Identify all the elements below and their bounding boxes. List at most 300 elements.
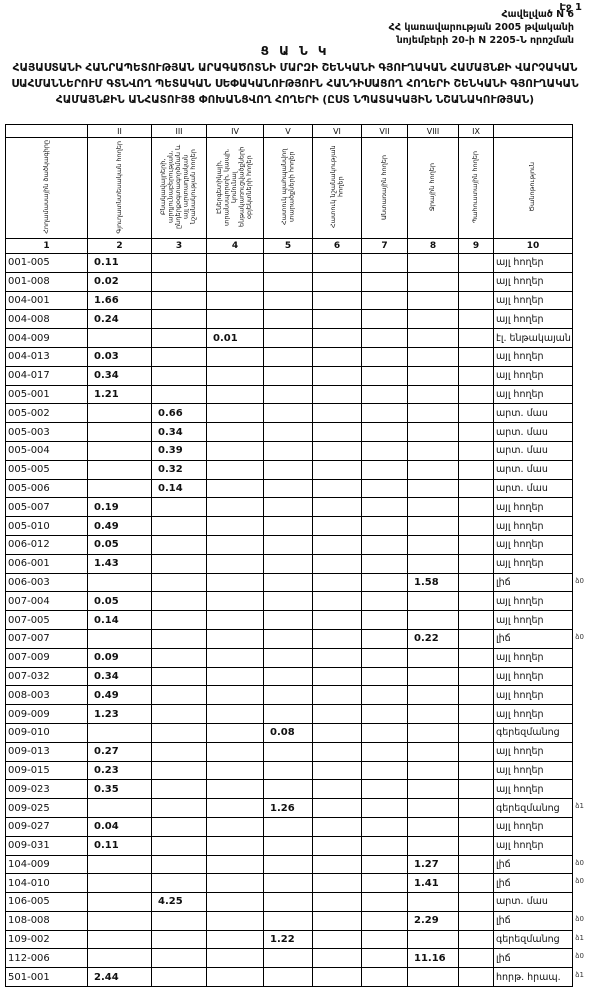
note-cell: լիճ (494, 855, 573, 874)
land-table (5, 124, 573, 987)
area-cell (207, 817, 264, 836)
empty-cell (313, 648, 362, 667)
plot-code-cell: 005-003 (6, 423, 88, 442)
empty-cell (459, 498, 494, 517)
empty-cell (459, 479, 494, 498)
area-cell: 1.22 (264, 930, 313, 949)
column-number: 1 (6, 239, 88, 254)
area-cell (152, 310, 207, 329)
area-cell (88, 874, 152, 893)
area-cell (152, 911, 207, 930)
area-cell (408, 742, 459, 761)
note-cell: լիճ (494, 629, 573, 648)
table-row (6, 911, 573, 930)
area-cell (207, 667, 264, 686)
area-cell (207, 949, 264, 968)
plot-code-cell: 007-004 (6, 592, 88, 611)
roman-header: IV (207, 125, 264, 138)
empty-cell (362, 272, 408, 291)
area-cell: 0.02 (88, 272, 152, 291)
note-cell: այլ հողեր (494, 310, 573, 329)
area-cell: 0.49 (88, 686, 152, 705)
area-cell (88, 573, 152, 592)
area-cell (152, 667, 207, 686)
header-line: նոյեմբերի 20-ի N 2205-Ն որոշման (396, 35, 574, 46)
table-row (6, 592, 573, 611)
empty-cell (459, 705, 494, 724)
area-cell (408, 347, 459, 366)
margin-mark: ձ0 (575, 859, 584, 867)
table-row (6, 742, 573, 761)
empty-cell (362, 611, 408, 630)
empty-cell (313, 329, 362, 348)
table-row (6, 648, 573, 667)
area-cell (264, 535, 313, 554)
area-cell (88, 441, 152, 460)
empty-cell (313, 310, 362, 329)
area-cell: 0.03 (88, 347, 152, 366)
appendix-header (334, 8, 574, 47)
area-cell (152, 592, 207, 611)
plot-code-cell: 004-001 (6, 291, 88, 310)
empty-cell (459, 723, 494, 742)
empty-cell (313, 817, 362, 836)
table-row (6, 573, 573, 592)
table-row (6, 272, 573, 291)
empty-cell (459, 911, 494, 930)
empty-cell (362, 479, 408, 498)
note-cell: գերեզմանոց (494, 723, 573, 742)
area-cell (152, 629, 207, 648)
empty-cell (313, 347, 362, 366)
area-cell: 2.29 (408, 911, 459, 930)
empty-cell (362, 874, 408, 893)
empty-cell (313, 930, 362, 949)
column-number: 9 (459, 239, 494, 254)
note-cell: այլ հողեր (494, 667, 573, 686)
empty-cell (362, 968, 408, 987)
area-cell (264, 968, 313, 987)
empty-cell (459, 761, 494, 780)
plot-code-cell: 009-025 (6, 799, 88, 818)
empty-cell (362, 855, 408, 874)
area-cell (408, 893, 459, 912)
area-cell (207, 893, 264, 912)
empty-cell (313, 423, 362, 442)
area-cell: 0.01 (207, 329, 264, 348)
area-cell (207, 479, 264, 498)
area-cell (207, 874, 264, 893)
empty-cell (313, 911, 362, 930)
area-cell (207, 347, 264, 366)
empty-cell (459, 629, 494, 648)
empty-cell (362, 460, 408, 479)
margin-mark: ձ0 (575, 915, 584, 923)
note-cell: արտ. մաս (494, 893, 573, 912)
note-cell: այլ հողեր (494, 761, 573, 780)
area-cell: 4.25 (152, 893, 207, 912)
note-cell: այլ հողեր (494, 705, 573, 724)
empty-cell (362, 517, 408, 536)
area-cell (152, 498, 207, 517)
area-cell: 0.14 (88, 611, 152, 630)
empty-cell (459, 611, 494, 630)
plot-code-cell: 005-006 (6, 479, 88, 498)
empty-cell (459, 554, 494, 573)
roman-header (494, 125, 573, 138)
plot-code-cell: 004-009 (6, 329, 88, 348)
empty-cell (313, 874, 362, 893)
margin-mark: ձ0 (575, 952, 584, 960)
area-cell: 0.05 (88, 592, 152, 611)
empty-cell (459, 441, 494, 460)
column-label: Պահուստային հողեր (459, 138, 494, 239)
empty-cell (313, 554, 362, 573)
table-row (6, 404, 573, 423)
area-cell (152, 611, 207, 630)
area-cell (408, 498, 459, 517)
area-cell (408, 517, 459, 536)
empty-cell (459, 366, 494, 385)
table-row (6, 761, 573, 780)
area-cell (264, 836, 313, 855)
area-cell (152, 254, 207, 273)
table-row (6, 930, 573, 949)
plot-code-cell: 009-013 (6, 742, 88, 761)
area-cell (152, 723, 207, 742)
note-cell: էլ. ենթակայան (494, 329, 573, 348)
area-cell (264, 817, 313, 836)
area-cell (152, 874, 207, 893)
column-number-row (6, 239, 573, 254)
area-cell: 2.44 (88, 968, 152, 987)
empty-cell (362, 535, 408, 554)
note-cell: լիճ (494, 911, 573, 930)
area-cell: 1.41 (408, 874, 459, 893)
column-number: 4 (207, 239, 264, 254)
plot-code-cell: 004-013 (6, 347, 88, 366)
plot-code-cell: 008-003 (6, 686, 88, 705)
column-label: Ծանոթություն (494, 138, 573, 239)
plot-code-cell: 106-005 (6, 893, 88, 912)
area-cell (264, 441, 313, 460)
table-row (6, 723, 573, 742)
table-row (6, 893, 573, 912)
area-cell: 1.26 (264, 799, 313, 818)
empty-cell (313, 272, 362, 291)
area-cell (408, 836, 459, 855)
empty-cell (362, 592, 408, 611)
area-cell (408, 366, 459, 385)
note-cell: այլ հողեր (494, 742, 573, 761)
roman-header: V (264, 125, 313, 138)
column-number: 3 (152, 239, 207, 254)
area-cell (264, 310, 313, 329)
table-row (6, 385, 573, 404)
area-cell (408, 705, 459, 724)
area-cell (207, 855, 264, 874)
roman-header: VI (313, 125, 362, 138)
empty-cell (313, 968, 362, 987)
column-label: Հողամասային ծածկագիրը (6, 138, 88, 239)
area-cell (152, 573, 207, 592)
area-cell (152, 930, 207, 949)
empty-cell (459, 404, 494, 423)
table-row (6, 347, 573, 366)
empty-cell (459, 874, 494, 893)
area-cell (88, 479, 152, 498)
area-cell (152, 836, 207, 855)
area-cell (207, 648, 264, 667)
plot-code-cell: 005-004 (6, 441, 88, 460)
area-cell: 0.19 (88, 498, 152, 517)
empty-cell (362, 366, 408, 385)
area-cell (88, 329, 152, 348)
plot-code-cell: 006-012 (6, 535, 88, 554)
area-cell: 0.27 (88, 742, 152, 761)
note-cell: լիճ (494, 949, 573, 968)
column-label: Հատուկ պահպանվող տարածքների հողեր (264, 138, 313, 239)
empty-cell (313, 723, 362, 742)
area-cell (264, 385, 313, 404)
area-cell (152, 686, 207, 705)
area-cell (264, 648, 313, 667)
margin-mark: ձ0 (575, 577, 584, 585)
area-cell (207, 592, 264, 611)
empty-cell (362, 780, 408, 799)
empty-cell (362, 799, 408, 818)
area-cell (152, 272, 207, 291)
area-cell (152, 949, 207, 968)
table-row (6, 874, 573, 893)
plot-code-cell: 007-007 (6, 629, 88, 648)
empty-cell (313, 893, 362, 912)
area-cell: 1.23 (88, 705, 152, 724)
table-row (6, 441, 573, 460)
empty-cell (313, 254, 362, 273)
area-cell (264, 855, 313, 874)
empty-cell (362, 817, 408, 836)
note-cell: այլ հողեր (494, 611, 573, 630)
area-cell: 0.04 (88, 817, 152, 836)
plot-code-cell: 004-017 (6, 366, 88, 385)
empty-cell (362, 761, 408, 780)
area-cell (207, 723, 264, 742)
area-cell (408, 968, 459, 987)
area-cell (152, 329, 207, 348)
area-cell (408, 460, 459, 479)
empty-cell (362, 310, 408, 329)
plot-code-cell: 007-005 (6, 611, 88, 630)
area-cell (264, 705, 313, 724)
note-cell: այլ հողեր (494, 385, 573, 404)
area-cell (88, 799, 152, 818)
table-row (6, 291, 573, 310)
table-row (6, 667, 573, 686)
area-cell (88, 460, 152, 479)
empty-cell (362, 385, 408, 404)
area-cell (408, 648, 459, 667)
table-row (6, 836, 573, 855)
area-cell (408, 441, 459, 460)
table-row (6, 949, 573, 968)
area-cell (408, 667, 459, 686)
area-cell (152, 799, 207, 818)
plot-code-cell: 009-009 (6, 705, 88, 724)
header-line: ՀՀ կառավարության 2005 թվականի (388, 22, 574, 33)
area-cell (207, 517, 264, 536)
plot-code-cell: 001-005 (6, 254, 88, 273)
area-cell (207, 291, 264, 310)
empty-cell (459, 423, 494, 442)
area-cell: 0.08 (264, 723, 313, 742)
area-cell (264, 686, 313, 705)
area-cell (264, 347, 313, 366)
page-number: Էջ 1 (559, 2, 582, 13)
area-cell: 1.58 (408, 573, 459, 592)
area-cell (152, 366, 207, 385)
empty-cell (362, 329, 408, 348)
area-cell: 0.34 (152, 423, 207, 442)
empty-cell (313, 460, 362, 479)
area-cell (207, 254, 264, 273)
area-cell: 0.05 (88, 535, 152, 554)
note-cell: այլ հողեր (494, 498, 573, 517)
empty-cell (459, 799, 494, 818)
margin-mark: ձ0 (575, 633, 584, 641)
column-label: Անտառային հողեր (362, 138, 408, 239)
empty-cell (459, 535, 494, 554)
area-cell (152, 817, 207, 836)
area-cell (152, 385, 207, 404)
roman-header (6, 125, 88, 138)
note-cell: այլ հողեր (494, 592, 573, 611)
empty-cell (362, 254, 408, 273)
note-cell: արտ. մաս (494, 404, 573, 423)
area-cell (88, 911, 152, 930)
plot-code-cell: 006-001 (6, 554, 88, 573)
note-cell: այլ հողեր (494, 517, 573, 536)
area-cell: 0.22 (408, 629, 459, 648)
empty-cell (313, 498, 362, 517)
empty-cell (459, 254, 494, 273)
note-cell: այլ հողեր (494, 535, 573, 554)
area-cell (152, 291, 207, 310)
table-row (6, 705, 573, 724)
empty-cell (313, 535, 362, 554)
plot-code-cell: 005-005 (6, 460, 88, 479)
area-cell (264, 366, 313, 385)
plot-code-cell: 112-006 (6, 949, 88, 968)
empty-cell (459, 667, 494, 686)
empty-cell (362, 347, 408, 366)
plot-code-cell: 004-008 (6, 310, 88, 329)
empty-cell (313, 761, 362, 780)
note-cell: այլ հողեր (494, 254, 573, 273)
table-row (6, 498, 573, 517)
area-cell (88, 930, 152, 949)
area-cell: 0.49 (88, 517, 152, 536)
column-label-row (6, 138, 573, 239)
table-row (6, 686, 573, 705)
note-cell: հորթ. հրապ. (494, 968, 573, 987)
margin-mark: ձ0 (575, 877, 584, 885)
empty-cell (362, 554, 408, 573)
area-cell (408, 611, 459, 630)
area-cell (207, 423, 264, 442)
area-cell: 11.16 (408, 949, 459, 968)
area-cell (152, 517, 207, 536)
table-row (6, 254, 573, 273)
note-cell: գերեզմանոց (494, 930, 573, 949)
empty-cell (362, 893, 408, 912)
empty-cell (459, 385, 494, 404)
empty-cell (459, 780, 494, 799)
area-cell: 0.24 (88, 310, 152, 329)
area-cell (88, 893, 152, 912)
area-cell (207, 460, 264, 479)
empty-cell (362, 742, 408, 761)
area-cell (264, 479, 313, 498)
area-cell: 1.27 (408, 855, 459, 874)
area-cell (207, 761, 264, 780)
area-cell: 0.11 (88, 836, 152, 855)
note-cell: արտ. մաս (494, 423, 573, 442)
area-cell (408, 686, 459, 705)
empty-cell (362, 836, 408, 855)
margin-mark: ձ1 (575, 802, 584, 810)
column-label: Բնակավայրերի, արդյունաբերության, ընդերքօգտագործման և այլ արտադրական նշանակության հողեր (152, 138, 207, 239)
area-cell (152, 761, 207, 780)
empty-cell (459, 291, 494, 310)
column-label: Էներգետիկայի, տրանսպորտի, կապի, կոմունալ ենթակառուցվածքների օբյեկտների հողեր (207, 138, 264, 239)
empty-cell (313, 517, 362, 536)
column-number: 7 (362, 239, 408, 254)
table-row (6, 460, 573, 479)
column-label: Հատուկ նշանակության հողեր (313, 138, 362, 239)
plot-code-cell: 009-027 (6, 817, 88, 836)
plot-code-cell: 005-002 (6, 404, 88, 423)
area-cell (207, 686, 264, 705)
area-cell (264, 742, 313, 761)
area-cell (408, 554, 459, 573)
document-subtitle: ՀԱՅԱՍՏԱՆԻ ՀԱՆՐԱՊԵՏՈՒԹՅԱՆ ԱՐԱԳԱԾՈՏՆԻ ՄԱՐԶԻ ՇԵՆԿԱՆԻ ԳՅՈՒՂԱԿԱՆ ՀԱՄԱՅՆՔԻ ՎԱՐՉԱԿԱՆ ՍԱՀՄԱՆՆԵՐՈՒՄ ԳՏՆՎՈՂ ՊԵՏԱԿԱՆ ՍԵՓԱԿԱՆՈՒԹՅՈՒՆ ՀԱՆԴԻՍԱՑՈՂ ՀՈՂԵՐԻ ՇԵՆԿԱՆԻ ԳՅՈՒՂԱԿԱՆ ՀԱՄԱՅՆՔԻՆ ԱՆՀԱՏՈՒՅՑ ՓՈԽԱՆՑՎՈՂ ՀՈՂԵՐԻ (ԸՍՏ ՆՊԱՏԱԿԱՅԻՆ ՆՇԱՆԱԿՈՒԹՅԱՆ) (11, 62, 579, 106)
area-cell (264, 874, 313, 893)
area-cell (207, 554, 264, 573)
area-cell (152, 780, 207, 799)
area-cell (207, 836, 264, 855)
note-cell: գերեզմանոց (494, 799, 573, 818)
plot-code-cell: 005-007 (6, 498, 88, 517)
roman-header-row (6, 125, 573, 138)
area-cell: 0.09 (88, 648, 152, 667)
empty-cell (313, 742, 362, 761)
plot-code-cell: 108-008 (6, 911, 88, 930)
empty-cell (362, 404, 408, 423)
empty-cell (459, 460, 494, 479)
plot-code-cell: 005-010 (6, 517, 88, 536)
empty-cell (313, 366, 362, 385)
empty-cell (313, 780, 362, 799)
table-row (6, 310, 573, 329)
empty-cell (459, 517, 494, 536)
area-cell (264, 911, 313, 930)
plot-code-cell: 109-002 (6, 930, 88, 949)
area-cell: 0.34 (88, 667, 152, 686)
area-cell (408, 310, 459, 329)
area-cell (207, 310, 264, 329)
empty-cell (362, 667, 408, 686)
